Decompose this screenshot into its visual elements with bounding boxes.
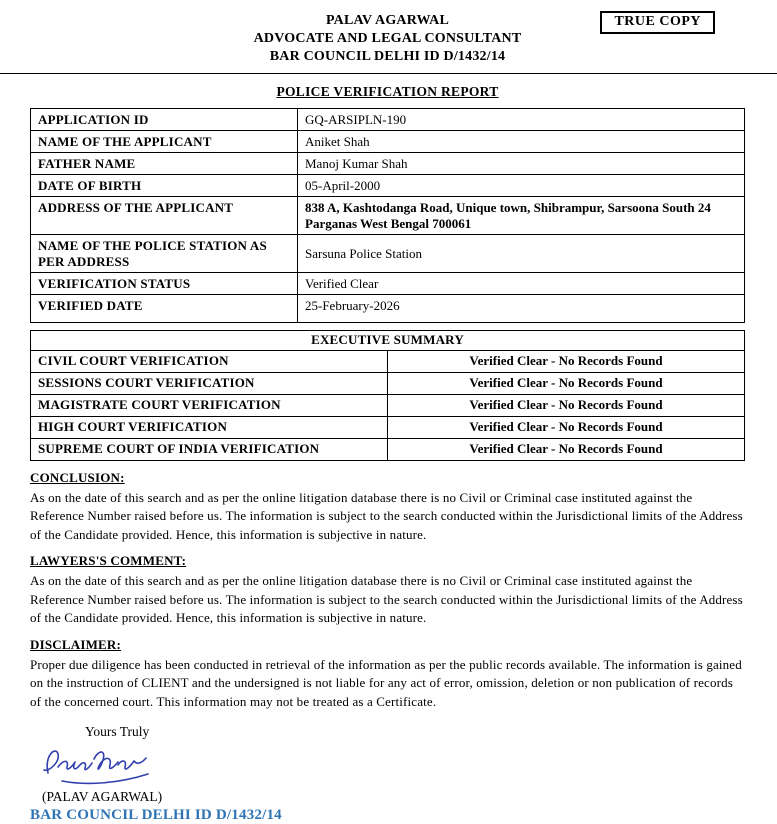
detail-value: GQ-ARSIPLN-190	[298, 109, 745, 131]
applicant-details-table	[30, 108, 745, 323]
summary-row	[31, 350, 745, 372]
bar-council-id-line: BAR COUNCIL DELHI ID D/1432/14	[30, 807, 282, 823]
detail-value: 25-February-2026	[298, 295, 745, 323]
section-lawyers-comment	[30, 553, 745, 628]
summary-value: Verified Clear - No Records Found	[388, 438, 745, 460]
detail-value: Verified Clear	[298, 273, 745, 295]
summary-title: EXECUTIVE SUMMARY	[31, 330, 745, 350]
detail-row	[31, 153, 745, 175]
detail-label: VERIFICATION STATUS	[31, 273, 298, 295]
advocate-bar-id: BAR COUNCIL DELHI ID D/1432/14	[269, 49, 506, 64]
detail-row	[31, 235, 745, 273]
detail-value: Aniket Shah	[298, 131, 745, 153]
summary-label: SESSIONS COURT VERIFICATION	[31, 372, 388, 394]
detail-row	[31, 109, 745, 131]
detail-row	[31, 131, 745, 153]
executive-summary-table	[30, 330, 745, 461]
detail-value: 05-April-2000	[298, 175, 745, 197]
section-body: As on the date of this search and as per the online litigation database there is no Civil or Criminal case instituted against the Reference Number raised before us. The information is subject to the search conducted within the Jurisdictional limits of the Address of the Candidate provided. Hence, this information is subjective in nature.	[30, 489, 743, 542]
section-heading: CONCLUSION:	[30, 469, 125, 485]
detail-value: Sarsuna Police Station	[298, 235, 745, 273]
summary-value: Verified Clear - No Records Found	[388, 394, 745, 416]
summary-row	[31, 394, 745, 416]
detail-label: DATE OF BIRTH	[31, 175, 298, 197]
advocate-name: PALAV AGARWAL	[325, 13, 450, 28]
summary-label: HIGH COURT VERIFICATION	[31, 416, 388, 438]
section-heading: LAWYERS'S COMMENT:	[30, 553, 187, 568]
summary-row	[31, 372, 745, 394]
detail-value: 838 A, Kashtodanga Road, Unique town, Shibrampur, Sarsoona South 24 Parganas West Bengal 700061	[298, 197, 745, 235]
report-title: POLICE VERIFICATION REPORT	[276, 84, 499, 99]
detail-row	[31, 175, 745, 197]
header-divider	[0, 73, 777, 74]
detail-row	[31, 273, 745, 295]
section-body: Proper due diligence has been conducted in retrieval of the information as per the public records available. The information is gained on the instruction of CLIENT and the undersigned is not liable for any act of error, omission, deletion or non publication of records of the concerned court. This information may not be treated as a Certificate.	[30, 656, 742, 709]
summary-label: MAGISTRATE COURT VERIFICATION	[31, 394, 388, 416]
section-body: As on the date of this search and as per the online litigation database there is no Civil or Criminal case instituted against the Reference Number raised before us. The information is subject to the search conducted within the Jurisdictional limits of the Address of the Candidate provided. Hence, this information is subjective in nature.	[30, 573, 743, 625]
handwritten-signature-icon	[36, 741, 745, 789]
detail-label: FATHER NAME	[31, 153, 298, 175]
detail-label: VERIFIED DATE	[31, 295, 298, 323]
summary-value: Verified Clear - No Records Found	[388, 372, 745, 394]
true-copy-stamp: TRUE COPY	[600, 11, 715, 34]
summary-value: Verified Clear - No Records Found	[388, 416, 745, 438]
summary-value: Verified Clear - No Records Found	[388, 350, 745, 372]
detail-label: ADDRESS OF THE APPLICANT	[31, 197, 298, 235]
detail-row	[31, 197, 745, 235]
detail-label: APPLICATION ID	[31, 109, 298, 131]
detail-row	[31, 295, 745, 323]
section-conclusion	[30, 470, 745, 545]
summary-label: SUPREME COURT OF INDIA VERIFICATION	[31, 438, 388, 460]
summary-row	[31, 416, 745, 438]
detail-label: NAME OF THE POLICE STATION AS PER ADDRESS	[31, 235, 298, 273]
summary-header-row	[31, 330, 745, 350]
section-disclaimer	[30, 637, 745, 712]
signatory-name: (PALAV AGARWAL)	[42, 789, 163, 804]
summary-label: CIVIL COURT VERIFICATION	[31, 350, 388, 372]
section-heading: DISCLAIMER:	[30, 636, 122, 652]
detail-value: Manoj Kumar Shah	[298, 153, 745, 175]
closing-line: Yours Truly	[85, 724, 150, 739]
detail-label: NAME OF THE APPLICANT	[31, 131, 298, 153]
advocate-title: ADVOCATE AND LEGAL CONSULTANT	[253, 31, 522, 46]
summary-row	[31, 438, 745, 460]
